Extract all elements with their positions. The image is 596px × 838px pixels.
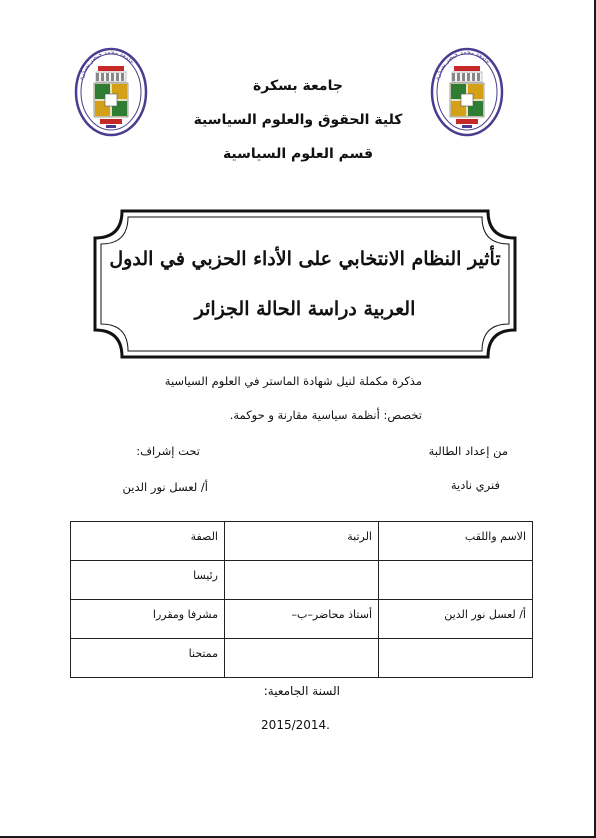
table-row	[71, 600, 533, 639]
academic-year-value: .2015/2014	[261, 718, 330, 732]
jury-cell-role: ممتحنا	[71, 639, 225, 678]
table-row	[71, 561, 533, 600]
jury-table	[70, 521, 533, 678]
student-label: من إعداد الطالبة	[428, 444, 508, 458]
university-name: جامعة بسكرة	[253, 78, 343, 94]
faculty-name: كلية الحقوق والعلوم السياسية	[193, 112, 403, 128]
jury-table-header-row	[71, 522, 533, 561]
thesis-title-frame	[92, 208, 518, 360]
jury-header-rank: الرتبة	[225, 522, 379, 561]
logo-arc-text: جامعة محمد خيضر بسكرة	[77, 48, 136, 81]
thesis-specialty: تخصص: أنظمة سياسية مقارنة و حوكمة.	[229, 408, 422, 422]
title-border-shape	[92, 208, 518, 360]
jury-cell-name	[379, 639, 533, 678]
supervisor-name: أ/ لعسل نور الدين	[122, 480, 208, 494]
thesis-purpose: مذكرة مكملة لنيل شهادة الماستر في العلوم السياسية	[164, 374, 422, 388]
jury-cell-role: مشرفا ومقررا	[71, 600, 225, 639]
jury-header-role: الصفة	[71, 522, 225, 561]
table-row	[71, 639, 533, 678]
thesis-title-line-1: تأثير النظام الانتخابي على الأداء الحزبي في الدول	[109, 248, 501, 270]
jury-cell-name	[379, 561, 533, 600]
logo-arc-text: جامعة محمد خيضر بسكرة	[433, 48, 492, 81]
jury-cell-rank	[225, 561, 379, 600]
jury-cell-rank	[225, 639, 379, 678]
academic-year-label: السنة الجامعية:	[263, 684, 340, 698]
jury-cell-role: رئيسا	[71, 561, 225, 600]
jury-header-name: الاسم واللقب	[379, 522, 533, 561]
jury-cell-name: أ/ لعسل نور الدين	[379, 600, 533, 639]
student-name: فنري نادية	[450, 478, 500, 492]
supervisor-label: تحت إشراف:	[136, 444, 200, 458]
department-name: قسم العلوم السياسية	[222, 146, 374, 162]
jury-cell-rank: أستاذ محاضر–ب–	[225, 600, 379, 639]
thesis-title-line-2: العربية دراسة الحالة الجزائر	[194, 298, 416, 320]
